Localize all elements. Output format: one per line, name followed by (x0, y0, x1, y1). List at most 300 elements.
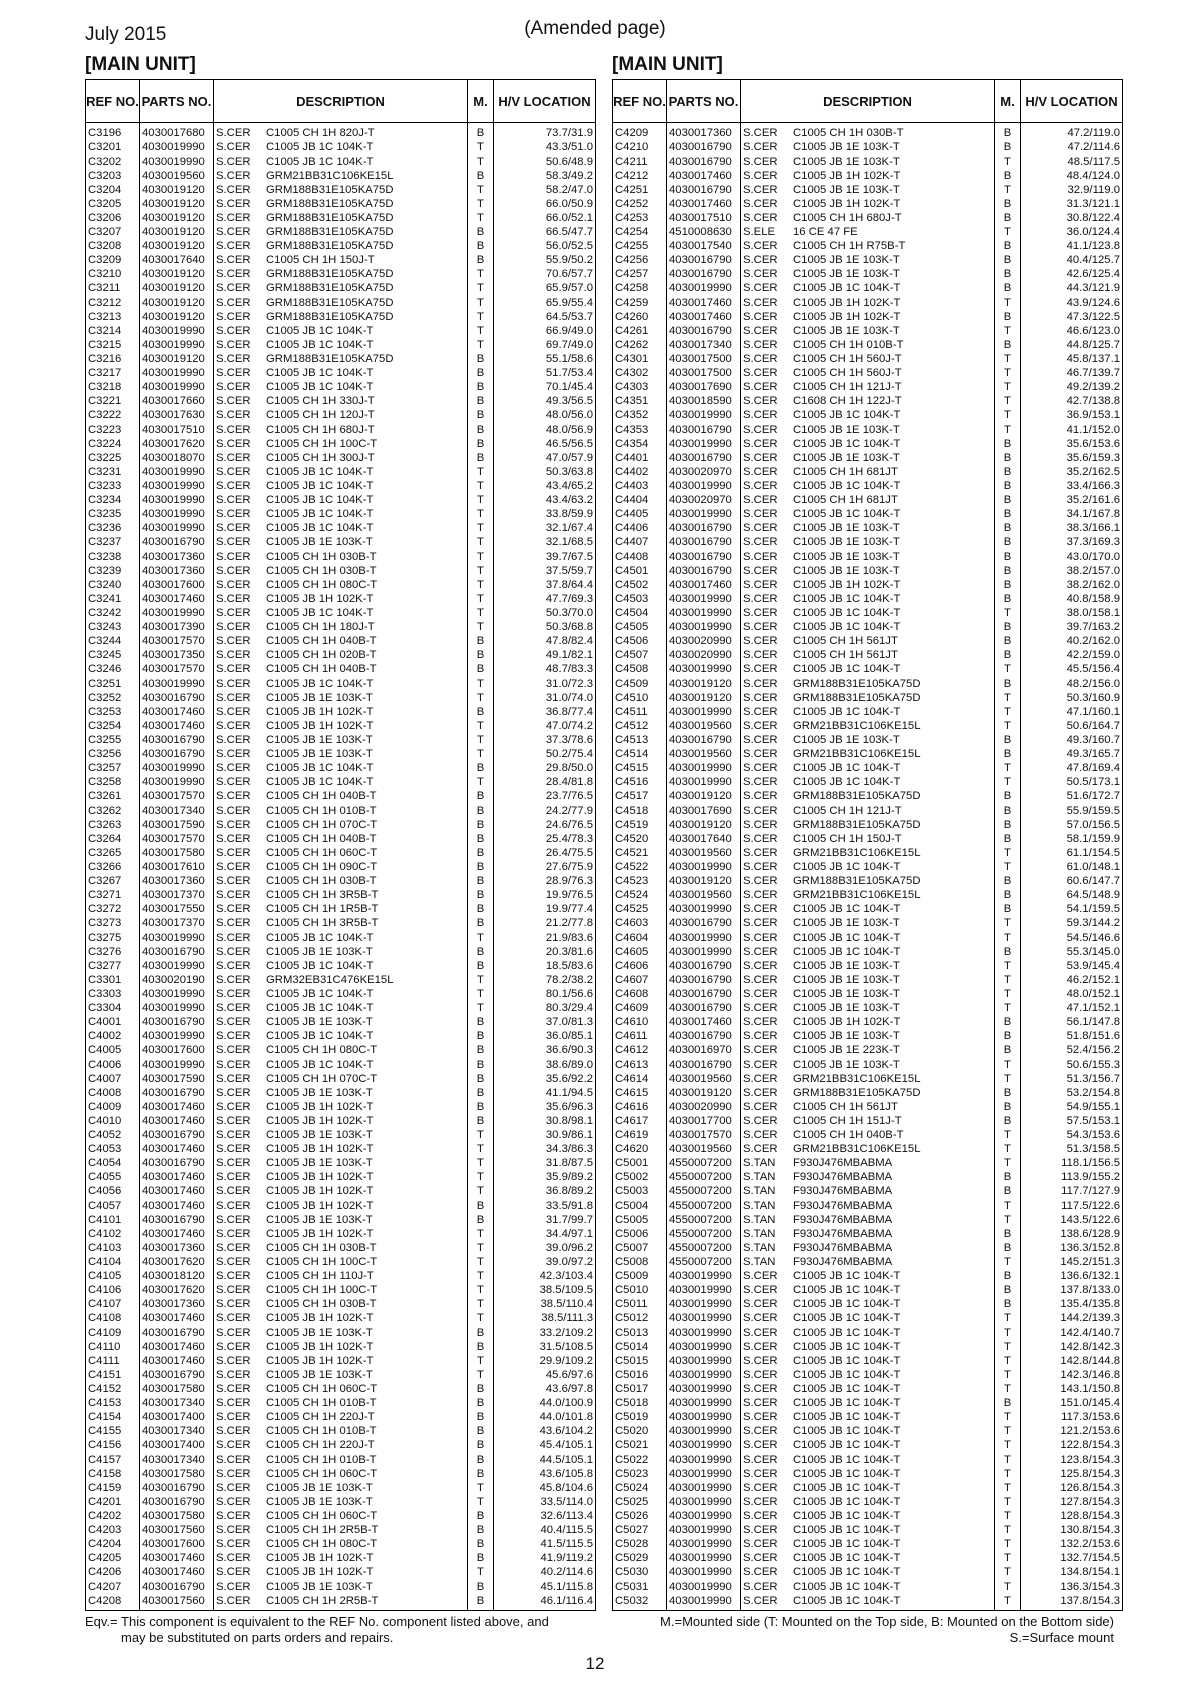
mounted-side-cell: B (468, 1383, 494, 1397)
hv-location-cell: 30.8/122.4 (1021, 212, 1123, 226)
mounted-side-cell: B (995, 494, 1021, 508)
table-row (613, 1100, 1123, 1114)
part-spec: C1005 CH 1H 020B-T (266, 649, 377, 662)
table-row (86, 1326, 596, 1340)
part-spec: C1005 JB 1E 103K-T (266, 1495, 373, 1508)
mounted-side-cell: B (995, 1086, 1021, 1100)
part-category: S.CER (216, 973, 251, 986)
part-category: S.CER (216, 1495, 251, 1508)
hv-location-cell: 45.5/156.4 (1021, 663, 1123, 677)
mounted-side-cell: B (468, 1510, 494, 1524)
mounted-side-cell: T (995, 1580, 1021, 1594)
ref-no-cell: C4108 (86, 1312, 140, 1326)
hv-location-cell: 32.1/68.5 (494, 536, 596, 550)
parts-no-cell: 4030016790 (667, 973, 741, 987)
hv-location-cell: 47.2/114.6 (1021, 141, 1123, 155)
part-spec: F930J476MBABMA (793, 1157, 893, 1170)
table-row (613, 1326, 1123, 1340)
table-row (86, 734, 596, 748)
hv-location-cell: 55.9/159.5 (1021, 804, 1123, 818)
mounted-side-cell: B (995, 889, 1021, 903)
description-cell (214, 1524, 468, 1538)
part-category: S.CER (216, 480, 251, 493)
part-spec: GRM188B31E105KA75D (793, 790, 921, 803)
ref-no-cell: C4516 (613, 776, 667, 790)
part-spec: C1005 CH 1H 100C-T (266, 1284, 378, 1297)
ref-no-cell: C3243 (86, 621, 140, 635)
parts-no-cell: 4030019990 (140, 1002, 214, 1016)
part-category: S.CER (216, 1086, 251, 1099)
parts-no-cell: 4030019120 (140, 353, 214, 367)
table-row (86, 861, 596, 875)
ref-no-cell: C3273 (86, 917, 140, 931)
part-category: S.CER (216, 1425, 251, 1438)
hv-location-cell: 46.2/152.1 (1021, 973, 1123, 987)
hv-location-cell: 136.3/152.8 (1021, 1242, 1123, 1256)
left-table-body (86, 123, 596, 1611)
ref-no-cell: C4404 (613, 494, 667, 508)
part-spec: C1005 JB 1H 102K-T (266, 1185, 374, 1198)
mounted-side-cell: T (995, 988, 1021, 1002)
description-cell (741, 508, 995, 522)
part-spec: C1005 CH 1H 560J-T (793, 353, 902, 366)
hv-location-cell: 46.5/56.5 (494, 437, 596, 451)
ref-no-cell: C4519 (613, 818, 667, 832)
part-category: S.CER (743, 1411, 778, 1424)
part-category: S.CER (743, 959, 778, 972)
ref-no-cell: C4254 (613, 226, 667, 240)
part-category: S.CER (743, 917, 778, 930)
table-row (86, 296, 596, 310)
table-row (86, 959, 596, 973)
ref-no-cell: C3212 (86, 296, 140, 310)
hv-location-cell: 121.2/153.6 (1021, 1425, 1123, 1439)
table-row (613, 804, 1123, 818)
ref-no-cell: C3255 (86, 734, 140, 748)
part-category: S.CER (743, 1383, 778, 1396)
ref-no-cell: C3209 (86, 254, 140, 268)
ref-no-cell: C4518 (613, 804, 667, 818)
parts-no-cell: 4030019990 (140, 155, 214, 169)
part-spec: C1005 CH 1H 681JT (793, 465, 898, 478)
part-spec: GRM188B31E105KA75D (793, 875, 921, 888)
mounted-side-cell: B (995, 197, 1021, 211)
parts-no-cell: 4550007200 (667, 1171, 741, 1185)
table-row (86, 1580, 596, 1594)
part-spec: C1005 JB 1C 104K-T (793, 903, 901, 916)
part-spec: C1005 JB 1C 104K-T (793, 1481, 901, 1494)
mounted-side-cell: B (995, 212, 1021, 226)
ref-no-cell: C4101 (86, 1213, 140, 1227)
table-row (613, 1016, 1123, 1030)
description-cell (741, 367, 995, 381)
hv-location-cell: 36.8/77.4 (494, 705, 596, 719)
description-cell (214, 917, 468, 931)
parts-no-cell: 4030016790 (140, 1495, 214, 1509)
part-category: S.CER (743, 860, 778, 873)
parts-no-cell: 4030019990 (140, 381, 214, 395)
table-row (613, 1157, 1123, 1171)
part-category: S.CER (216, 635, 251, 648)
part-spec: C1005 JB 1E 223K-T (793, 1044, 900, 1057)
part-category: S.CER (216, 1241, 251, 1254)
table-row (613, 1171, 1123, 1185)
ref-no-cell: C4510 (613, 691, 667, 705)
mounted-side-cell: T (995, 931, 1021, 945)
ref-no-cell: C3205 (86, 197, 140, 211)
table-row (86, 1411, 596, 1425)
hv-location-cell: 47.3/122.5 (1021, 310, 1123, 324)
table-row (86, 1439, 596, 1453)
mounted-side-cell: T (468, 1157, 494, 1171)
description-cell (741, 381, 995, 395)
part-spec: C1005 CH 1H 680J-T (793, 211, 902, 224)
parts-no-cell: 4030019990 (667, 1467, 741, 1481)
parts-no-cell: 4030019990 (667, 1594, 741, 1610)
part-spec: C1005 JB 1H 102K-T (793, 296, 901, 309)
ref-no-cell: C3218 (86, 381, 140, 395)
table-row (613, 1439, 1123, 1453)
ref-no-cell: C4613 (613, 1058, 667, 1072)
description-cell (214, 451, 468, 465)
parts-no-cell: 4030019990 (667, 480, 741, 494)
hv-location-cell: 25.4/78.3 (494, 832, 596, 846)
mounted-side-cell: T (468, 183, 494, 197)
right-unit-title: [MAIN UNIT] (612, 54, 723, 75)
part-category: S.CER (216, 649, 251, 662)
part-category: S.CER (216, 451, 251, 464)
mounted-side-cell: T (995, 607, 1021, 621)
part-spec: C1005 JB 1E 103K-T (793, 155, 900, 168)
part-category: S.CER (743, 790, 778, 803)
part-category: S.CER (743, 183, 778, 196)
parts-no-cell: 4030019990 (667, 903, 741, 917)
ref-no-cell: C4201 (86, 1495, 140, 1509)
mounted-side-cell: B (468, 395, 494, 409)
ref-no-cell: C4109 (86, 1326, 140, 1340)
parts-no-cell: 4030020990 (667, 1100, 741, 1114)
parts-no-cell: 4030019990 (140, 776, 214, 790)
hv-location-cell: 34.4/97.1 (494, 1227, 596, 1241)
parts-no-cell: 4030017560 (140, 1524, 214, 1538)
description-cell (214, 1129, 468, 1143)
hv-location-cell: 50.3/63.8 (494, 466, 596, 480)
description-cell (741, 592, 995, 606)
table-row (613, 649, 1123, 663)
part-spec: GRM21BB31C106KE15L (793, 889, 921, 902)
part-category: S.CER (743, 268, 778, 281)
part-spec: F930J476MBABMA (793, 1256, 893, 1269)
part-spec: C1005 JB 1E 103K-T (793, 564, 900, 577)
table-row (613, 1115, 1123, 1129)
part-category: S.CER (216, 1044, 251, 1057)
part-spec: C1005 CH 1H 030B-T (266, 564, 377, 577)
ref-no-cell: C4617 (613, 1115, 667, 1129)
table-row (86, 268, 596, 282)
part-category: S.CER (743, 141, 778, 154)
description-cell (741, 1086, 995, 1100)
part-category: S.CER (743, 663, 778, 676)
description-cell (214, 1495, 468, 1509)
part-spec: C1005 JB 1C 104K-T (266, 381, 374, 394)
table-row (613, 508, 1123, 522)
ref-no-cell: C3254 (86, 719, 140, 733)
parts-no-cell: 4030016790 (667, 917, 741, 931)
description-cell (741, 536, 995, 550)
mounted-side-cell: B (995, 1016, 1021, 1030)
description-cell (741, 776, 995, 790)
hv-location-cell: 38.2/157.0 (1021, 564, 1123, 578)
part-spec: C1005 CH 1H 090C-T (266, 860, 378, 873)
hv-location-cell: 61.1/154.5 (1021, 846, 1123, 860)
part-category: S.CER (743, 1002, 778, 1015)
hv-location-cell: 54.9/155.1 (1021, 1100, 1123, 1114)
mounted-side-cell: T (468, 1242, 494, 1256)
mounted-side-cell: B (995, 635, 1021, 649)
table-row (86, 649, 596, 663)
parts-no-cell: 4030019120 (140, 310, 214, 324)
hv-location-cell: 37.0/81.3 (494, 1016, 596, 1030)
part-category: S.CER (216, 1016, 251, 1029)
description-cell (741, 1312, 995, 1326)
table-row (86, 381, 596, 395)
description-cell (214, 423, 468, 437)
part-spec: C1005 JB 1E 103K-T (793, 1002, 900, 1015)
description-cell (741, 691, 995, 705)
mounted-side-cell: B (468, 1425, 494, 1439)
hv-location-cell: 47.1/160.1 (1021, 705, 1123, 719)
ref-no-cell: C4615 (613, 1086, 667, 1100)
part-spec: C1005 CH 1H 080C-T (266, 1044, 378, 1057)
ref-no-cell: C3276 (86, 945, 140, 959)
mounted-side-cell: T (995, 1129, 1021, 1143)
mounted-side-cell: B (468, 790, 494, 804)
parts-no-cell: 4030019990 (667, 1312, 741, 1326)
mounted-side-cell: T (995, 762, 1021, 776)
hv-location-cell: 41.1/94.5 (494, 1086, 596, 1100)
ref-no-cell: C3271 (86, 889, 140, 903)
description-cell (741, 1016, 995, 1030)
hv-location-cell: 33.5/114.0 (494, 1495, 596, 1509)
parts-no-cell: 4030016790 (140, 945, 214, 959)
table-row (613, 353, 1123, 367)
part-spec: C1005 CH 1H 060C-T (266, 846, 378, 859)
part-spec: C1005 JB 1E 103K-T (266, 1213, 373, 1226)
ref-no-cell: C4513 (613, 734, 667, 748)
hv-location-cell: 38.5/110.4 (494, 1298, 596, 1312)
parts-no-cell: 4030017460 (140, 719, 214, 733)
table-row (613, 776, 1123, 790)
description-cell (741, 1594, 995, 1610)
description-cell (741, 762, 995, 776)
mounted-side-cell: T (468, 155, 494, 169)
part-category: S.CER (216, 126, 251, 139)
hv-location-cell: 42.2/159.0 (1021, 649, 1123, 663)
table-row (86, 1143, 596, 1157)
hv-location-cell: 55.9/50.2 (494, 254, 596, 268)
hv-location-cell: 40.2/162.0 (1021, 635, 1123, 649)
hv-location-cell: 142.8/144.8 (1021, 1354, 1123, 1368)
part-category: S.CER (216, 959, 251, 972)
mounted-side-cell: T (995, 353, 1021, 367)
part-category: S.CER (743, 1354, 778, 1367)
hv-location-cell: 50.2/75.4 (494, 748, 596, 762)
table-row (86, 1425, 596, 1439)
parts-no-cell: 4030016790 (667, 155, 741, 169)
description-cell (741, 945, 995, 959)
part-spec: C1005 JB 1C 104K-T (793, 1397, 901, 1410)
part-spec: GRM188B31E105KA75D (266, 211, 394, 224)
parts-no-cell: 4030017460 (140, 705, 214, 719)
mounted-side-cell: B (468, 889, 494, 903)
parts-no-cell: 4030017590 (140, 818, 214, 832)
part-category: S.CER (743, 494, 778, 507)
hv-location-cell: 39.0/97.2 (494, 1256, 596, 1270)
part-category: S.CER (216, 1439, 251, 1452)
part-category: S.CER (216, 536, 251, 549)
mounted-side-cell: T (995, 1072, 1021, 1086)
hv-location-cell: 31.0/74.0 (494, 691, 596, 705)
part-spec: C1005 CH 1H 070C-T (266, 1072, 378, 1085)
parts-no-cell: 4030019120 (667, 875, 741, 889)
description-cell (214, 621, 468, 635)
ref-no-cell: C3301 (86, 973, 140, 987)
table-row (86, 1270, 596, 1284)
mounted-side-cell: T (468, 1495, 494, 1509)
table-row (613, 663, 1123, 677)
description-cell (741, 748, 995, 762)
part-spec: C1005 JB 1C 104K-T (793, 1467, 901, 1480)
table-row (613, 1270, 1123, 1284)
table-row (86, 1594, 596, 1610)
table-row (86, 339, 596, 353)
description-cell (214, 353, 468, 367)
parts-no-cell: 4030019560 (667, 1072, 741, 1086)
mounted-side-cell: B (995, 818, 1021, 832)
ref-no-cell: C5014 (613, 1340, 667, 1354)
ref-no-cell: C3234 (86, 494, 140, 508)
hv-location-cell: 35.6/92.2 (494, 1072, 596, 1086)
part-spec: GRM188B31E105KA75D (266, 197, 394, 210)
part-spec: GRM21BB31C106KE15L (793, 1143, 921, 1156)
parts-no-cell: 4030016790 (667, 451, 741, 465)
mounted-side-cell: T (468, 522, 494, 536)
mounted-side-cell: T (995, 226, 1021, 240)
ref-no-cell: C5019 (613, 1411, 667, 1425)
table-row (613, 183, 1123, 197)
ref-no-cell: C3208 (86, 240, 140, 254)
part-category: S.CER (216, 733, 251, 746)
description-cell (741, 1284, 995, 1298)
mounted-side-cell: B (995, 875, 1021, 889)
table-row (86, 931, 596, 945)
mounted-side-cell: T (995, 1538, 1021, 1552)
table-row (86, 226, 596, 240)
part-category: S.CER (743, 705, 778, 718)
table-row (86, 592, 596, 606)
part-spec: C1005 CH 1H 300J-T (266, 451, 375, 464)
part-spec: GRM21BB31C106KE15L (793, 748, 921, 761)
parts-no-cell: 4030017700 (667, 1115, 741, 1129)
part-spec: GRM188B31E105KA75D (266, 282, 394, 295)
ref-no-cell: C3245 (86, 649, 140, 663)
table-row (613, 607, 1123, 621)
mounted-side-cell: T (468, 508, 494, 522)
ref-no-cell: C4606 (613, 959, 667, 973)
mounted-side-cell: T (995, 1495, 1021, 1509)
part-category: S.CER (216, 889, 251, 902)
ref-no-cell: C4604 (613, 931, 667, 945)
part-spec: C1005 JB 1E 103K-T (793, 451, 900, 464)
parts-no-cell: 4030018120 (140, 1270, 214, 1284)
parts-no-cell: 4030019990 (667, 1383, 741, 1397)
parts-no-cell: 4030017400 (140, 1439, 214, 1453)
parts-no-cell: 4030017660 (140, 395, 214, 409)
table-row (86, 1510, 596, 1524)
mounted-side-cell: B (995, 437, 1021, 451)
ref-no-cell: C5028 (613, 1538, 667, 1552)
parts-no-cell: 4030019990 (667, 437, 741, 451)
parts-no-cell: 4030016970 (667, 1044, 741, 1058)
ref-no-cell: C4401 (613, 451, 667, 465)
mounted-side-cell: B (995, 240, 1021, 254)
mounted-side-cell: B (468, 353, 494, 367)
table-row (613, 212, 1123, 226)
part-category: S.CER (216, 1411, 251, 1424)
description-cell (214, 1580, 468, 1594)
part-category: S.CER (216, 282, 251, 295)
parts-no-cell: 4030019120 (667, 1086, 741, 1100)
table-row (86, 1495, 596, 1509)
parts-no-cell: 4030019990 (667, 776, 741, 790)
parts-no-cell: 4030017370 (140, 917, 214, 931)
mounted-side-cell: B (995, 564, 1021, 578)
part-spec: C1005 JB 1C 104K-T (266, 931, 374, 944)
part-spec: GRM21BB31C106KE15L (793, 719, 921, 732)
mounted-side-cell: B (468, 1030, 494, 1044)
mounted-side-cell: T (995, 1467, 1021, 1481)
part-spec: C1005 JB 1C 104K-T (266, 677, 374, 690)
part-spec: C1005 JB 1C 104K-T (266, 494, 374, 507)
parts-no-cell: 4030019990 (667, 1354, 741, 1368)
description-cell (741, 1495, 995, 1509)
hv-location-cell: 31.8/87.5 (494, 1157, 596, 1171)
table-row (613, 1481, 1123, 1495)
part-spec: GRM188B31E105KA75D (793, 1086, 921, 1099)
hv-location-cell: 48.7/83.3 (494, 663, 596, 677)
parts-no-cell: 4030019120 (140, 296, 214, 310)
table-row (86, 677, 596, 691)
parts-no-cell: 4030017620 (140, 1256, 214, 1270)
part-category: S.CER (743, 889, 778, 902)
ref-no-cell: C3304 (86, 1002, 140, 1016)
ref-no-cell: C3202 (86, 155, 140, 169)
part-spec: C1005 JB 1C 104K-T (793, 1425, 901, 1438)
hv-location-cell: 134.8/154.1 (1021, 1566, 1123, 1580)
hv-location-cell: 18.5/83.6 (494, 959, 596, 973)
parts-no-cell: 4030017570 (140, 832, 214, 846)
description-cell (741, 1467, 995, 1481)
parts-no-cell: 4030019120 (140, 183, 214, 197)
part-spec: C1005 JB 1C 104K-T (793, 1538, 901, 1551)
part-spec: C1005 JB 1H 102K-T (266, 1354, 374, 1367)
parts-no-cell: 4030019990 (667, 1340, 741, 1354)
part-spec: C1005 JB 1E 103K-T (793, 268, 900, 281)
hv-location-cell: 127.8/154.3 (1021, 1495, 1123, 1509)
part-category: S.CER (743, 1298, 778, 1311)
table-row (613, 1086, 1123, 1100)
ref-no-cell: C4056 (86, 1185, 140, 1199)
